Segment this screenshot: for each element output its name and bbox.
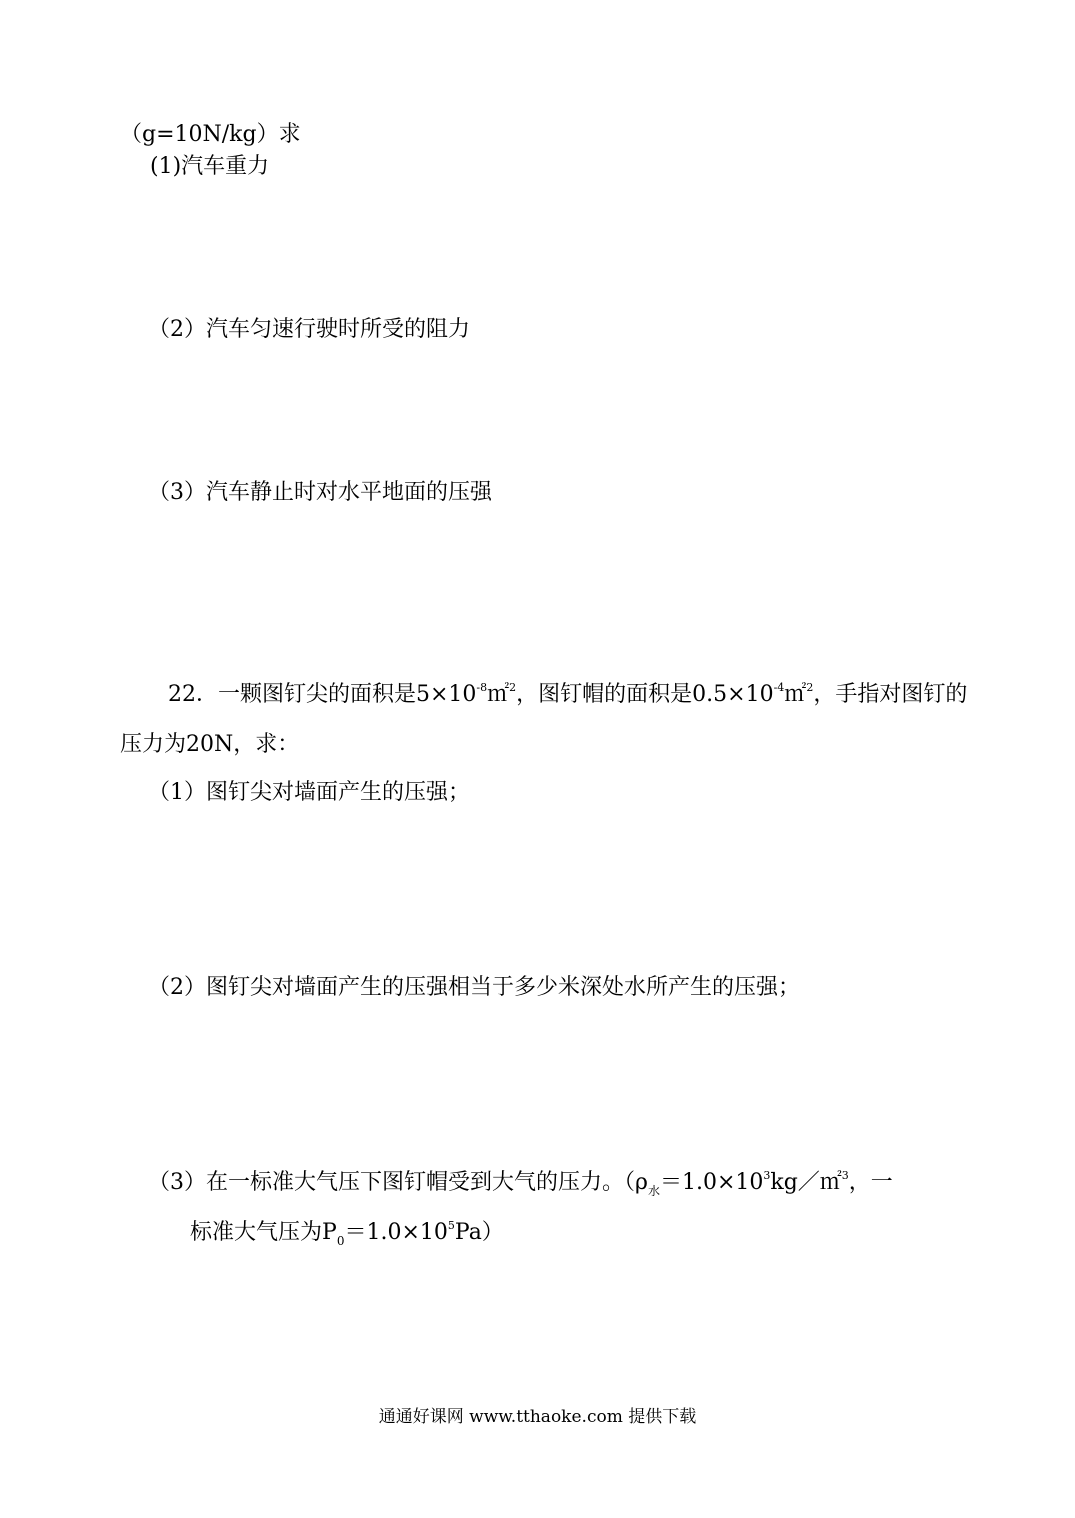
q22-part3-line2-b: ＝1.0×10	[344, 1220, 448, 1245]
q22-stem-exp3: -4	[773, 681, 785, 694]
q22-part3-exp1: 3	[763, 1169, 771, 1182]
q22-stem-exp2: 2	[509, 681, 517, 694]
q22-part3-line2-c: Pa）	[454, 1220, 504, 1245]
q21-part1: (1)汽车重力	[150, 154, 270, 179]
q22-part3-line2-exp: 5	[447, 1219, 455, 1232]
q22-stem-c: ，图钉帽的面积是0.5×10	[516, 682, 774, 707]
q22-stem-exp4: 2	[806, 681, 814, 694]
q22-part1: （1）图钉尖对墙面产生的压强；	[148, 780, 470, 805]
q22-part3-line2-a: 标准大气压为P	[190, 1220, 337, 1245]
q22-stem-line1	[168, 680, 967, 713]
q22-part3-a: （3）在一标准大气压下图钉帽受到大气的压力。（ρ	[148, 1170, 648, 1195]
q22-part3-c: kg／㎡	[770, 1170, 842, 1195]
q21-part3: （3）汽车静止时对水平地面的压强	[148, 480, 492, 505]
page-footer: 通通好课网 www.tthaoke.com 提供下载	[378, 1407, 697, 1427]
q22-stem-d: ㎡	[784, 682, 807, 707]
q21-part2: （2）汽车匀速行驶时所受的阻力	[148, 317, 470, 342]
q22-stem-b: ㎡	[487, 682, 510, 707]
q22-part3-line2	[190, 1218, 504, 1251]
q22-part3-d: ，一	[848, 1170, 893, 1195]
given-condition: （g=10N/kg）求	[120, 122, 301, 147]
q22-part3-exp2: 3	[841, 1169, 849, 1182]
q22-stem-a: 22．一颗图钉尖的面积是5×10	[168, 682, 477, 707]
q22-part3-line1	[148, 1168, 893, 1201]
q22-part3-line2-sub: 0	[336, 1234, 345, 1248]
q22-stem-e: ，手指对图钉的	[813, 682, 968, 707]
q22-stem-exp1: -8	[476, 681, 488, 694]
q22-part2: （2）图钉尖对墙面产生的压强相当于多少米深处水所产生的压强；	[148, 975, 800, 1000]
q22-part3-b: ＝1.0×10	[659, 1170, 764, 1195]
q22-stem-line2: 压力为20N，求：	[120, 732, 300, 757]
q22-part3-sub: 水	[647, 1184, 660, 1198]
